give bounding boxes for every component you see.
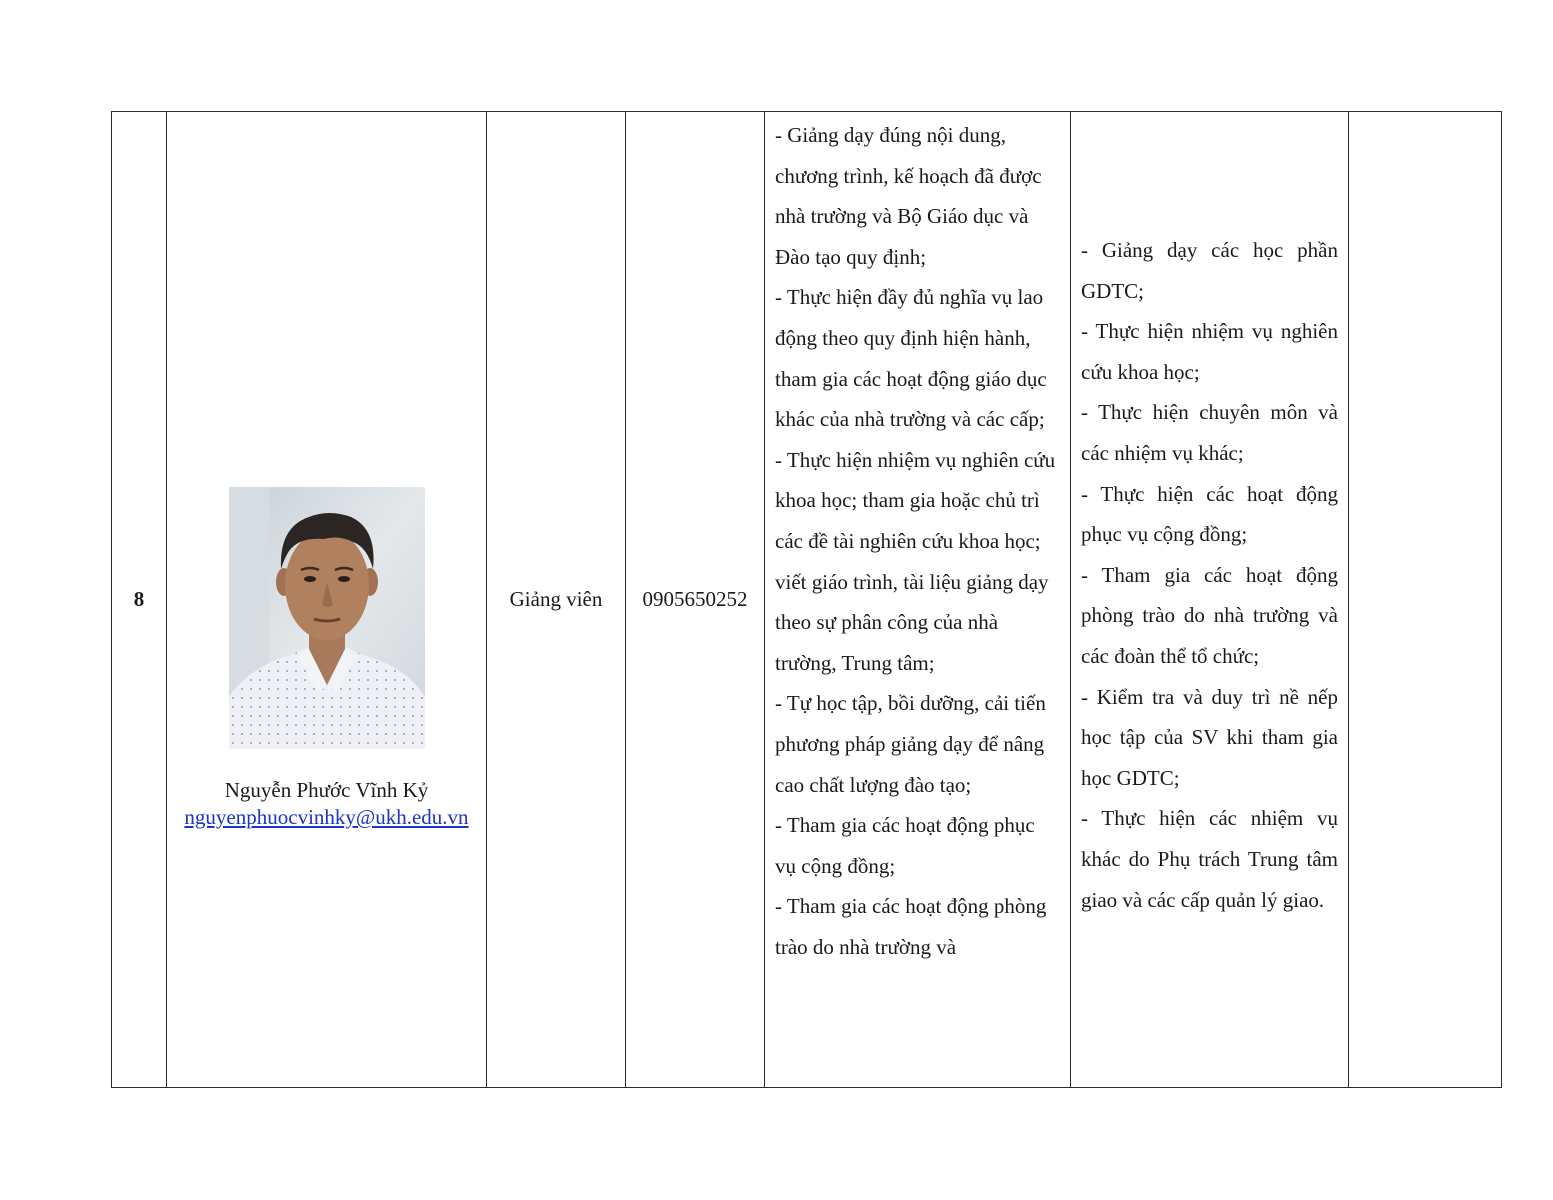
- tasks-cell: [1071, 112, 1349, 1088]
- task-item: - Kiểm tra và duy trì nề nếp học tập của SV khi tham gia học GDTC;: [1081, 684, 1338, 790]
- stt-cell: [112, 112, 167, 1088]
- staff-table: [111, 111, 1502, 1088]
- phone-cell: [626, 112, 765, 1088]
- job-title: Giảng viên: [509, 587, 603, 611]
- task-item: - Tham gia các hoạt động phòng trào do nhà trường và các đoàn thể tổ chức;: [1081, 562, 1338, 668]
- duty-item: - Giảng dạy đúng nội dung, chương trình, kế hoạch đã được nhà trường và Bộ Giáo dục và Đào tạo quy định;: [775, 123, 1042, 269]
- duty-item: - Tham gia các hoạt động phục vụ cộng đồng;: [775, 813, 1035, 878]
- person-cell: [167, 112, 487, 1088]
- task-item: - Giảng dạy các học phần GDTC;: [1081, 238, 1338, 303]
- task-item: - Thực hiện nhiệm vụ nghiên cứu khoa học;: [1081, 319, 1338, 384]
- title-cell: [487, 112, 626, 1088]
- task-item: - Thực hiện các hoạt động phục vụ cộng đồng;: [1081, 481, 1338, 547]
- table-row: [112, 112, 1502, 1088]
- phone-number: 0905650252: [642, 587, 748, 611]
- task-item: - Thực hiện các nhiệm vụ khác do Phụ trách Trung tâm giao và các cấp quản lý giao.: [1081, 806, 1338, 912]
- duties-cell: [765, 112, 1071, 1088]
- duty-item: - Thực hiện đầy đủ nghĩa vụ lao động theo quy định hiện hành, tham gia các hoạt động giáo dục khác của nhà trường và các cấp;: [775, 285, 1047, 432]
- row-number: 8: [133, 587, 145, 611]
- tasks-list: [1071, 112, 1348, 920]
- duty-item: - Tham gia các hoạt động phòng trào do nhà trường và: [775, 894, 1047, 959]
- person-name: Nguyễn Phước Vĩnh Kỷ: [224, 778, 429, 802]
- email-link[interactable]: nguyenphuocvinhky@ukh.edu.vn: [184, 805, 469, 829]
- person-info: [167, 369, 486, 830]
- note-cell: [1349, 112, 1502, 1088]
- portrait-photo: [229, 487, 425, 749]
- task-item: - Thực hiện chuyên môn và các nhiệm vụ khác;: [1081, 400, 1338, 465]
- duty-item: - Thực hiện nhiệm vụ nghiên cứu khoa học; tham gia hoặc chủ trì các đề tài nghiên cứu khoa học; viết giáo trình, tài liệu giảng dạy theo sự phân công của nhà trường, Trung tâm;: [775, 447, 1056, 675]
- duties-list: [765, 112, 1070, 1087]
- duty-item: - Tự học tập, bồi dưỡng, cải tiến phương pháp giảng dạy để nâng cao chất lượng đào tạo;: [775, 691, 1046, 797]
